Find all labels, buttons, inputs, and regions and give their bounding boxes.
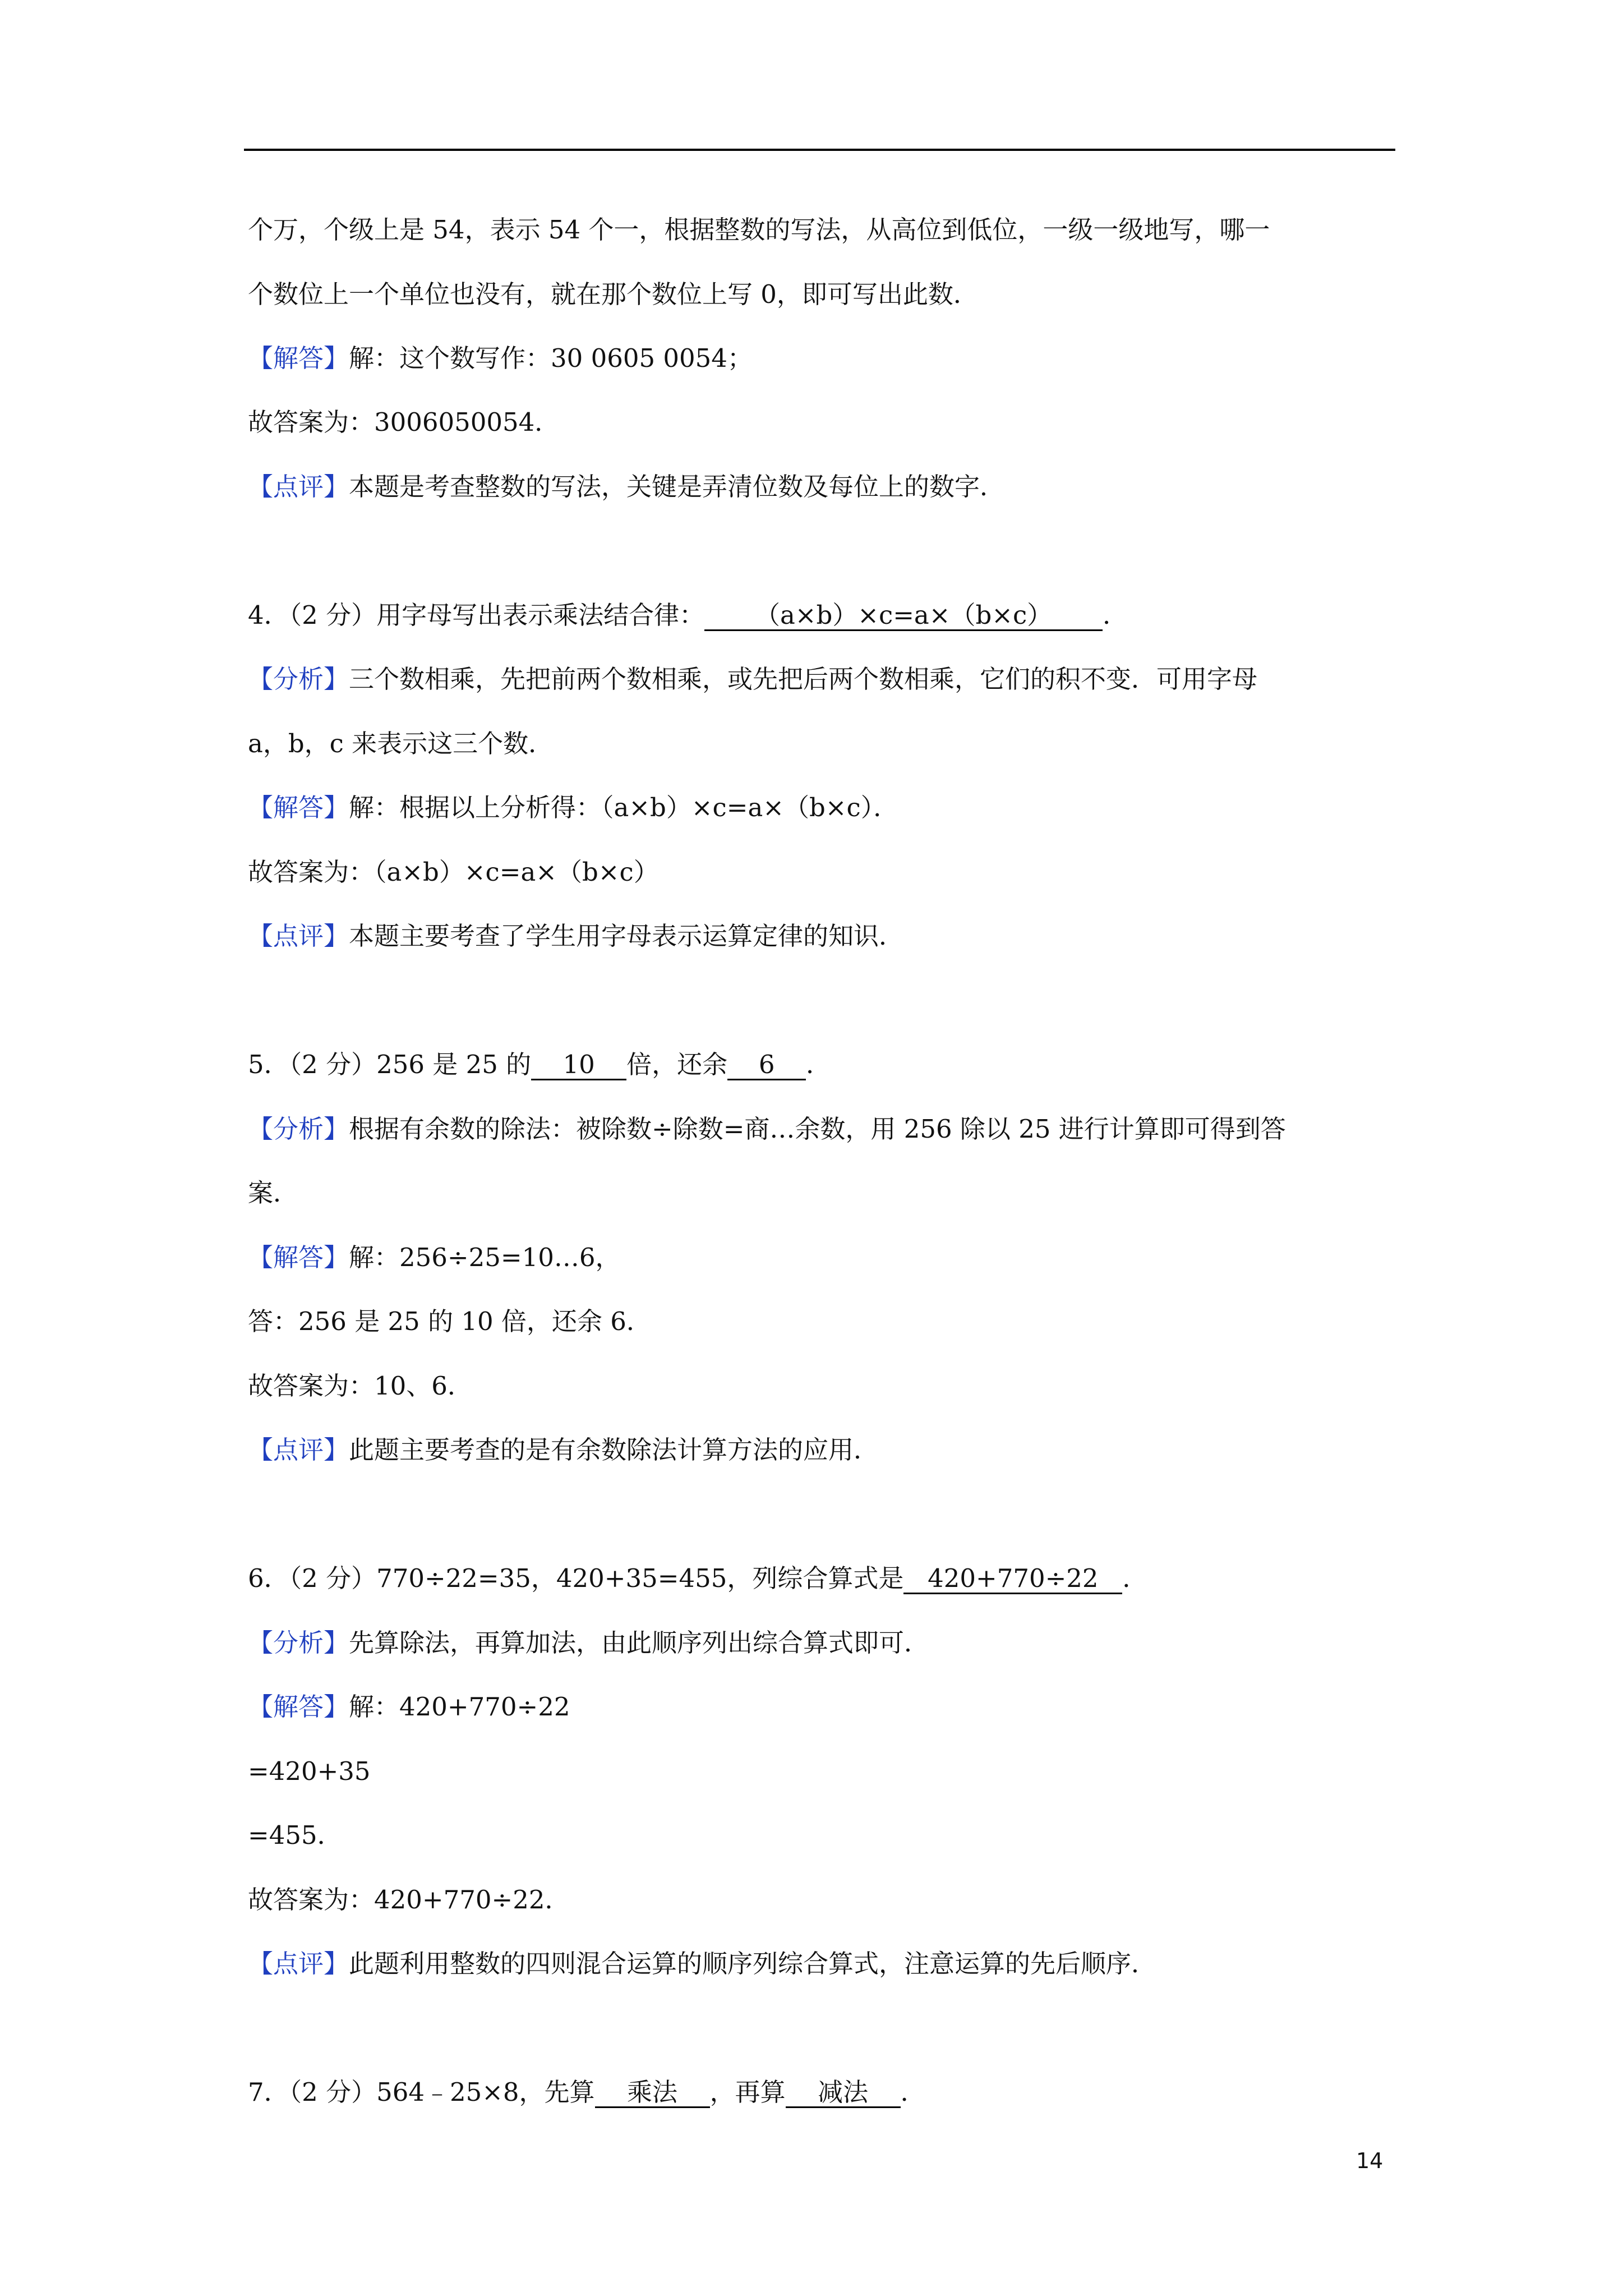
review-line: 【点评】此题利用整数的四则混合运算的顺序列综合算式，注意运算的先后顺序． (248, 1949, 1157, 1978)
text-line: =455． (248, 1820, 343, 1850)
review-tag: 【点评】 (248, 472, 349, 501)
question-7: 7．（2 分）564﹣25×8，先算 乘法 ，再算 减法 ． (248, 2077, 926, 2107)
page-number: 14 (1356, 2148, 1384, 2173)
text-line: 个万，个级上是 54，表示 54 个一，根据整数的写法，从高位到低位，一级一级地写，哪一 (248, 215, 1270, 245)
review-tag: 【点评】 (248, 1949, 349, 1978)
answer-line: 【解答】解：256÷25=10…6， (248, 1243, 621, 1272)
answer-blank: 6 (727, 1051, 806, 1080)
text-line: a，b，c 来表示这三个数． (248, 729, 554, 758)
answer-line: 【解答】解：根据以上分析得：（a×b）×c=a×（b×c）． (248, 793, 899, 822)
final-answer-line: 故答案为：10、6． (248, 1371, 473, 1401)
review-line: 【点评】本题主要考查了学生用字母表示运算定律的知识． (248, 921, 905, 951)
answer-tag: 【解答】 (248, 1692, 349, 1722)
analysis-line: 【分析】根据有余数的除法：被除数÷除数=商…余数，用 256 除以 25 进行计算即可得到答 (248, 1114, 1286, 1144)
text-line: =420+35 (248, 1756, 371, 1786)
question-5: 5．（2 分）256 是 25 的 10 倍，还余 6 ． (248, 1050, 832, 1079)
final-answer-line: 故答案为：3006050054． (248, 407, 560, 437)
review-line: 【点评】此题主要考查的是有余数除法计算方法的应用． (248, 1435, 879, 1465)
review-tag: 【点评】 (248, 1435, 349, 1465)
analysis-tag: 【分析】 (248, 1114, 349, 1144)
question-4: 4．（2 分）用字母写出表示乘法结合律： （a×b）×c=a×（b×c） ． (248, 600, 1128, 630)
text-line: 答：256 是 25 的 10 倍，还余 6． (248, 1306, 652, 1336)
text-line: 个数位上一个单位也没有，就在那个数位上写 0，即可写出此数． (248, 279, 979, 309)
answer-tag: 【解答】 (248, 1243, 349, 1272)
analysis-line: 【分析】三个数相乘，先把前两个数相乘，或先把后两个数相乘，它们的积不变．可用字母 (248, 664, 1258, 694)
answer-blank: 420+770÷22 (903, 1565, 1122, 1594)
text-line: 案． (248, 1178, 299, 1208)
header-rule (244, 149, 1395, 151)
answer-blank: 10 (531, 1051, 626, 1080)
review-line: 【点评】本题是考查整数的写法，关键是弄清位数及每位上的数字． (248, 472, 1006, 501)
answer-tag: 【解答】 (248, 343, 349, 373)
answer-blank: 减法 (786, 2078, 901, 2108)
answer-line: 【解答】解：420+770÷22 (248, 1692, 570, 1722)
answer-line: 【解答】解：这个数写作：30 0605 0054； (248, 343, 753, 373)
final-answer-line: 故答案为：420+770÷22． (248, 1885, 570, 1915)
question-6: 6．（2 分）770÷22=35，420+35=455，列综合算式是 420+770÷22 ． (248, 1563, 1148, 1593)
answer-blank: 乘法 (595, 2078, 710, 2108)
final-answer-line: 故答案为：（a×b）×c=a×（b×c） (248, 857, 659, 887)
answer-blank: （a×b）×c=a×（b×c） (704, 601, 1103, 631)
analysis-tag: 【分析】 (248, 1628, 349, 1658)
answer-tag: 【解答】 (248, 793, 349, 822)
review-tag: 【点评】 (248, 921, 349, 951)
analysis-line: 【分析】先算除法，再算加法，由此顺序列出综合算式即可． (248, 1628, 930, 1658)
analysis-tag: 【分析】 (248, 664, 349, 694)
